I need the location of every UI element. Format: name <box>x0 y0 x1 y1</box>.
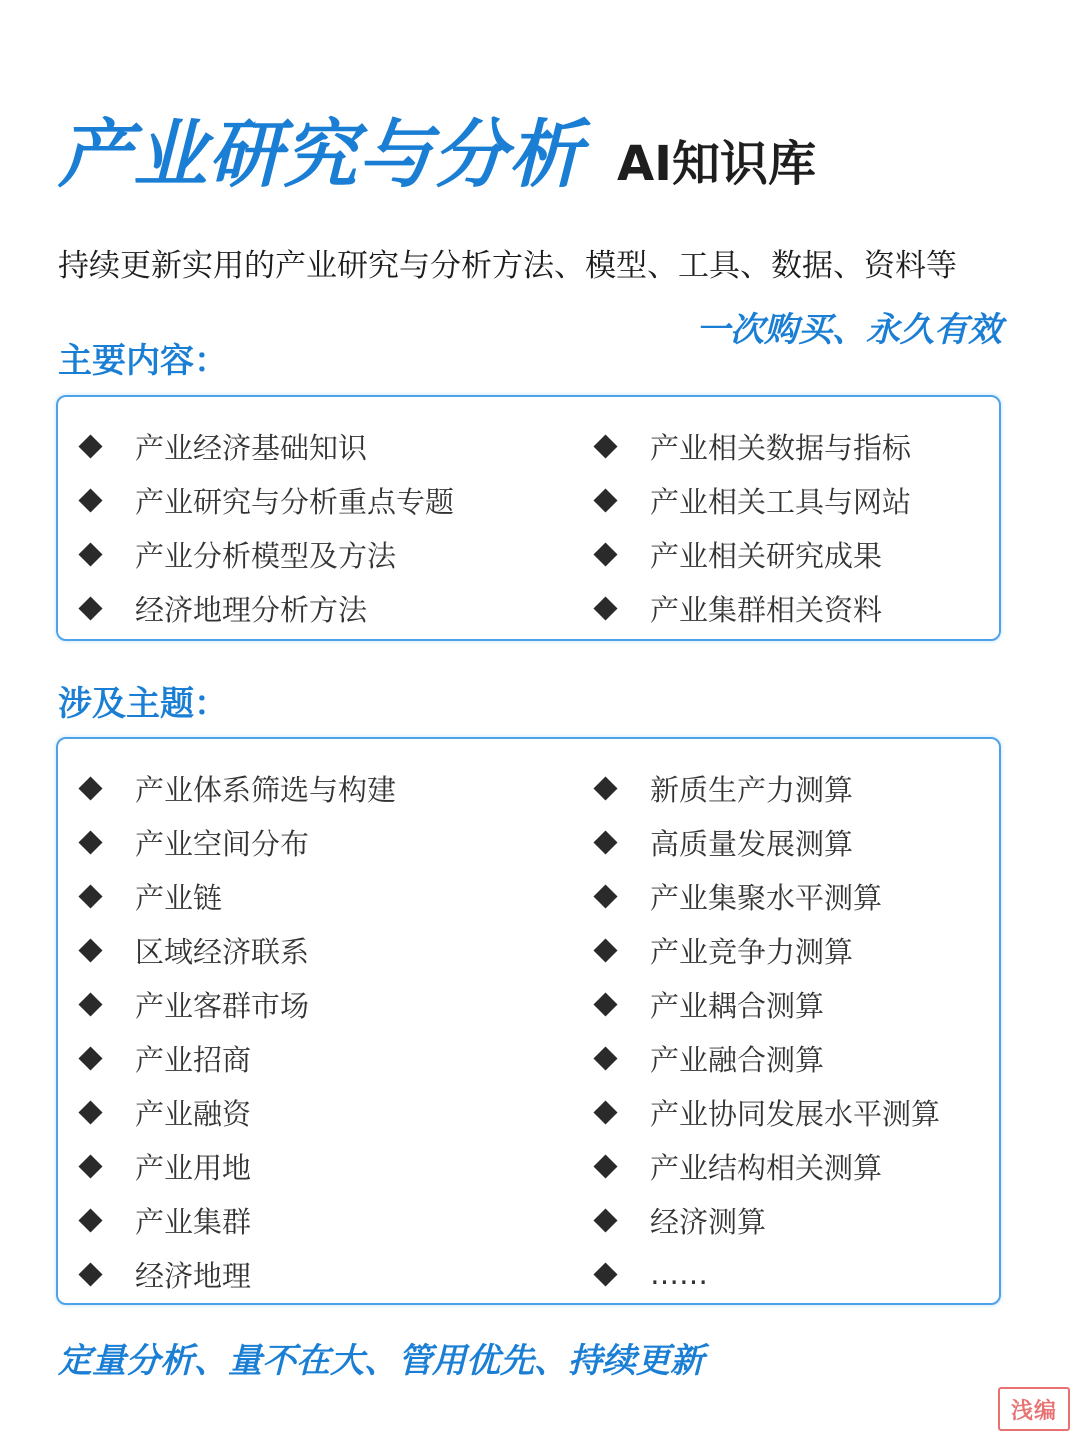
diamond-bullet-icon <box>78 488 102 512</box>
list-item-label: 产业链 <box>135 880 223 915</box>
list-item-label: 产业相关工具与网站 <box>650 484 912 519</box>
list-item-label: 经济地理分析方法 <box>135 592 368 627</box>
list-item <box>593 1247 940 1301</box>
list-item-label: 产业用地 <box>135 1150 252 1185</box>
list-item <box>78 1139 396 1193</box>
list-item <box>78 1247 396 1301</box>
watermark-stamp: 浅编 <box>998 1387 1070 1431</box>
list-item <box>593 1139 940 1193</box>
page-title-suffix: AI知识库 <box>617 136 817 192</box>
list-item-label: 产业竞争力测算 <box>650 934 854 969</box>
page-title-row <box>58 112 817 198</box>
list-item <box>78 473 454 527</box>
list-item <box>78 527 454 581</box>
topics-box <box>56 737 1001 1305</box>
list-item-label: 产业集群相关资料 <box>650 592 883 627</box>
list-item <box>78 1085 396 1139</box>
topics-left-list <box>78 761 396 1301</box>
list-item <box>593 1193 940 1247</box>
page-subtitle: 持续更新实用的产业研究与分析方法、模型、工具、数据、资料等 <box>58 248 957 284</box>
diamond-bullet-icon <box>593 1046 617 1070</box>
main-content-right-list <box>593 419 911 635</box>
list-item <box>78 761 396 815</box>
diamond-bullet-icon <box>593 488 617 512</box>
diamond-bullet-icon <box>593 776 617 800</box>
list-item-label: 产业研究与分析重点专题 <box>135 484 455 519</box>
diamond-bullet-icon <box>593 542 617 566</box>
diamond-bullet-icon <box>593 434 617 458</box>
list-item <box>593 761 940 815</box>
list-item <box>593 527 911 581</box>
list-item-label: 产业集聚水平测算 <box>650 880 883 915</box>
slogan: 一次购买、永久有效 <box>696 310 1002 350</box>
diamond-bullet-icon <box>78 830 102 854</box>
list-item <box>593 923 940 977</box>
diamond-bullet-icon <box>78 1262 102 1286</box>
list-item-label: 新质生产力测算 <box>650 772 854 807</box>
list-item <box>593 869 940 923</box>
diamond-bullet-icon <box>593 884 617 908</box>
list-item <box>593 419 911 473</box>
diamond-bullet-icon <box>78 1046 102 1070</box>
list-item <box>78 581 454 635</box>
list-item-label: 产业集群 <box>135 1204 252 1239</box>
list-item-label: 高质量发展测算 <box>650 826 854 861</box>
main-content-box <box>56 395 1001 641</box>
list-item-label: 产业经济基础知识 <box>135 430 368 465</box>
diamond-bullet-icon <box>78 1154 102 1178</box>
diamond-bullet-icon <box>593 830 617 854</box>
footer-tagline: 定量分析、量不在大、管用优先、持续更新 <box>58 1341 704 1381</box>
diamond-bullet-icon <box>593 1100 617 1124</box>
list-item-label: 经济地理 <box>135 1258 252 1293</box>
list-item-label: 产业相关研究成果 <box>650 538 883 573</box>
list-item-label: 产业耦合测算 <box>650 988 825 1023</box>
list-item-label: …… <box>650 1257 708 1291</box>
list-item <box>593 1031 940 1085</box>
topics-heading: 涉及主题： <box>58 684 228 724</box>
diamond-bullet-icon <box>78 1208 102 1232</box>
diamond-bullet-icon <box>78 1100 102 1124</box>
list-item-label: 产业协同发展水平测算 <box>650 1096 941 1131</box>
list-item <box>593 1085 940 1139</box>
main-content-left-list <box>78 419 454 635</box>
list-item-label: 产业融合测算 <box>650 1042 825 1077</box>
diamond-bullet-icon <box>78 776 102 800</box>
list-item <box>593 977 940 1031</box>
list-item <box>78 815 396 869</box>
diamond-bullet-icon <box>78 434 102 458</box>
list-item <box>78 1031 396 1085</box>
list-item-label: 产业融资 <box>135 1096 252 1131</box>
list-item <box>78 419 454 473</box>
diamond-bullet-icon <box>78 542 102 566</box>
main-content-heading: 主要内容： <box>58 341 228 381</box>
list-item-label: 产业结构相关测算 <box>650 1150 883 1185</box>
list-item <box>593 815 940 869</box>
diamond-bullet-icon <box>593 938 617 962</box>
list-item <box>593 581 911 635</box>
diamond-bullet-icon <box>593 1208 617 1232</box>
topics-right-list <box>593 761 940 1301</box>
diamond-bullet-icon <box>78 596 102 620</box>
list-item <box>78 1193 396 1247</box>
list-item-label: 经济测算 <box>650 1204 767 1239</box>
list-item <box>78 869 396 923</box>
list-item <box>78 923 396 977</box>
diamond-bullet-icon <box>593 596 617 620</box>
diamond-bullet-icon <box>78 992 102 1016</box>
diamond-bullet-icon <box>78 884 102 908</box>
diamond-bullet-icon <box>78 938 102 962</box>
list-item-label: 产业招商 <box>135 1042 252 1077</box>
list-item-label: 产业相关数据与指标 <box>650 430 912 465</box>
list-item-label: 产业客群市场 <box>135 988 310 1023</box>
diamond-bullet-icon <box>593 1262 617 1286</box>
list-item <box>78 977 396 1031</box>
diamond-bullet-icon <box>593 992 617 1016</box>
list-item-label: 区域经济联系 <box>135 934 310 969</box>
list-item <box>593 473 911 527</box>
list-item-label: 产业空间分布 <box>135 826 310 861</box>
list-item-label: 产业体系筛选与构建 <box>135 772 397 807</box>
page-title: 产业研究与分析 <box>58 112 583 198</box>
diamond-bullet-icon <box>593 1154 617 1178</box>
list-item-label: 产业分析模型及方法 <box>135 538 397 573</box>
